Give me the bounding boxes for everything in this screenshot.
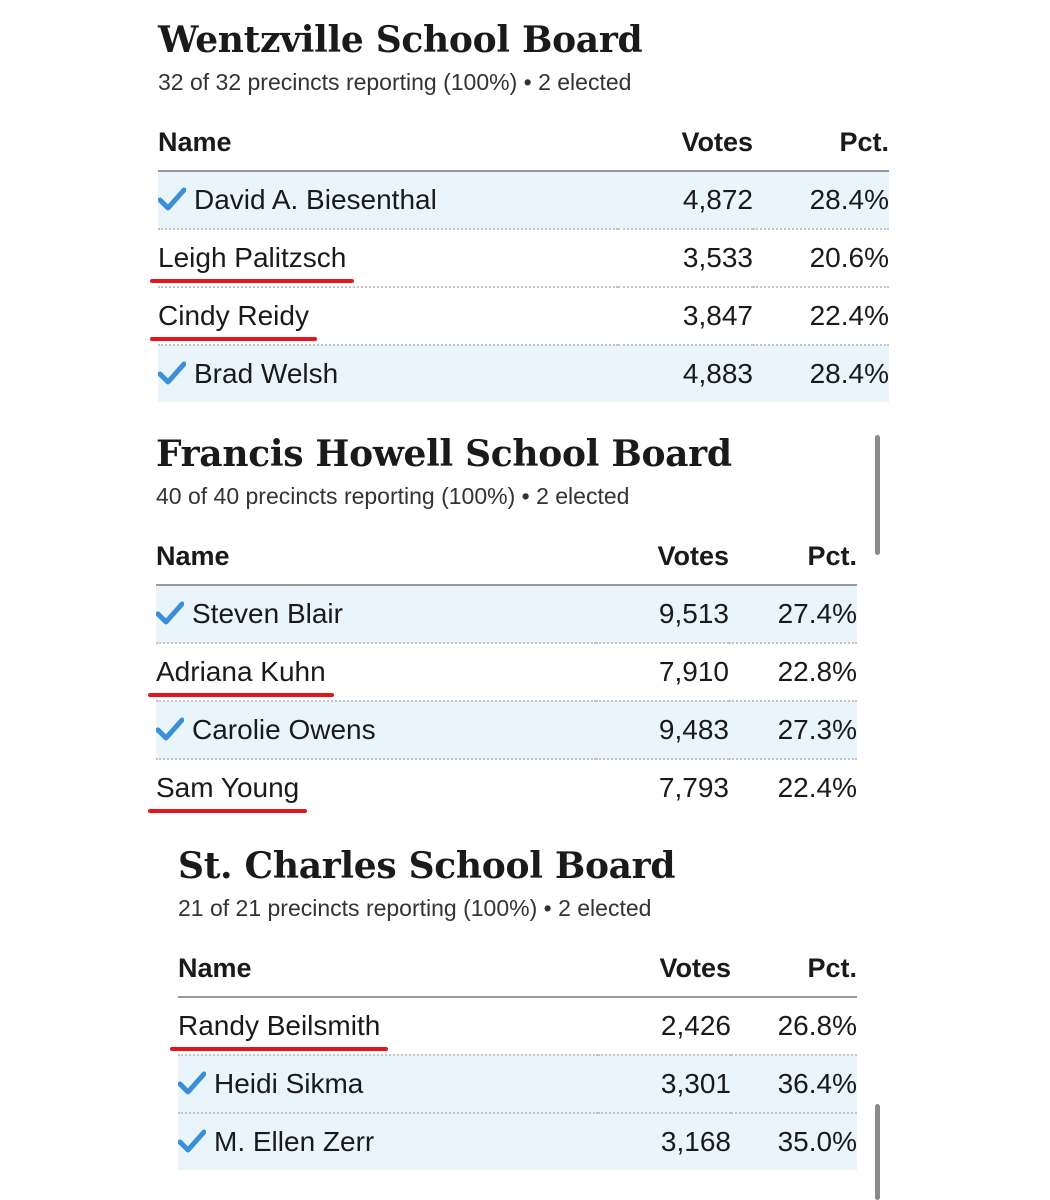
table-row bbox=[158, 287, 889, 345]
candidate-name-cell bbox=[178, 1113, 598, 1170]
scrollbar-thumb[interactable] bbox=[875, 1104, 880, 1200]
race-meta: 21 of 21 precincts reporting (100%) • 2 elected bbox=[178, 895, 652, 921]
column-header-pct[interactable]: Pct. bbox=[731, 940, 857, 997]
table-row bbox=[158, 171, 889, 229]
candidate-votes: 3,301 bbox=[598, 1055, 731, 1113]
candidate-name-cell bbox=[156, 759, 596, 816]
candidate-pct: 27.3% bbox=[729, 701, 857, 759]
candidate-pct: 35.0% bbox=[731, 1113, 857, 1170]
race-meta: 40 of 40 precincts reporting (100%) • 2 elected bbox=[156, 483, 630, 509]
candidate-name: Brad Welsh bbox=[194, 358, 339, 389]
table-header bbox=[158, 114, 889, 171]
column-header-name[interactable]: Name bbox=[178, 940, 598, 997]
table-row bbox=[156, 701, 857, 759]
candidate-votes: 9,483 bbox=[596, 701, 729, 759]
candidate-pct: 28.4% bbox=[753, 171, 889, 229]
candidate-pct: 28.4% bbox=[753, 345, 889, 402]
table-row bbox=[178, 1113, 857, 1170]
candidate-name: David A. Biesenthal bbox=[194, 184, 437, 215]
results-table bbox=[178, 940, 857, 1170]
race-meta: 32 of 32 precincts reporting (100%) • 2 elected bbox=[158, 69, 632, 95]
candidate-name-cell bbox=[178, 997, 598, 1055]
checkmark-icon bbox=[156, 716, 184, 740]
candidate-name-cell bbox=[158, 345, 618, 402]
race-wentzville bbox=[158, 20, 889, 402]
race-francis-howell bbox=[156, 434, 857, 816]
checkmark-icon bbox=[156, 600, 184, 624]
candidate-rows bbox=[156, 585, 857, 816]
candidate-votes: 3,168 bbox=[598, 1113, 731, 1170]
table-row bbox=[178, 1055, 857, 1113]
candidate-name-cell bbox=[178, 1055, 598, 1113]
candidate-name-cell bbox=[158, 287, 618, 345]
column-header-votes[interactable]: Votes bbox=[618, 114, 753, 171]
scrollbar-thumb[interactable] bbox=[875, 435, 880, 555]
candidate-pct: 26.8% bbox=[731, 997, 857, 1055]
race-title: Francis Howell School Board bbox=[156, 433, 732, 475]
candidate-votes: 3,533 bbox=[618, 229, 753, 287]
candidate-pct: 22.8% bbox=[729, 643, 857, 701]
table-header bbox=[178, 940, 857, 997]
candidate-votes: 7,793 bbox=[658, 772, 729, 803]
candidate-name: Steven Blair bbox=[192, 598, 343, 629]
results-table bbox=[158, 114, 889, 402]
candidate-name: M. Ellen Zerr bbox=[214, 1126, 375, 1157]
race-st-charles bbox=[178, 846, 857, 1170]
candidate-pct: 27.4% bbox=[729, 585, 857, 643]
table-row bbox=[156, 643, 857, 701]
table-header bbox=[156, 528, 857, 585]
candidate-name: Cindy Reidy bbox=[158, 300, 309, 331]
table-row bbox=[178, 997, 857, 1055]
candidate-name-cell bbox=[158, 171, 618, 229]
candidate-votes: 7,910 bbox=[596, 643, 729, 701]
candidate-name: Carolie Owens bbox=[192, 714, 376, 745]
candidate-name-cell bbox=[158, 229, 618, 287]
checkmark-icon bbox=[158, 186, 186, 210]
candidate-pct: 22.4% bbox=[777, 772, 857, 803]
candidate-votes: 4,872 bbox=[618, 171, 753, 229]
candidate-votes: 9,513 bbox=[596, 585, 729, 643]
race-title: Wentzville School Board bbox=[158, 19, 643, 61]
candidate-votes: 3,847 bbox=[618, 287, 753, 345]
results-table bbox=[156, 528, 857, 816]
checkmark-icon bbox=[178, 1128, 206, 1152]
candidate-votes: 2,426 bbox=[598, 997, 731, 1055]
column-header-votes[interactable]: Votes bbox=[598, 940, 731, 997]
column-header-name[interactable]: Name bbox=[156, 528, 596, 585]
candidate-name: Adriana Kuhn bbox=[156, 656, 326, 687]
race-title: St. Charles School Board bbox=[178, 845, 676, 887]
table-row bbox=[156, 759, 857, 816]
table-row bbox=[158, 229, 889, 287]
candidate-pct: 22.4% bbox=[753, 287, 889, 345]
candidate-pct: 36.4% bbox=[731, 1055, 857, 1113]
checkmark-icon bbox=[158, 360, 186, 384]
column-header-votes[interactable]: Votes bbox=[596, 528, 729, 585]
candidate-name: Leigh Palitzsch bbox=[158, 242, 347, 273]
column-header-pct[interactable]: Pct. bbox=[753, 114, 889, 171]
candidate-rows bbox=[158, 171, 889, 402]
candidate-pct: 20.6% bbox=[753, 229, 889, 287]
candidate-rows bbox=[178, 997, 857, 1170]
candidate-votes: 4,883 bbox=[618, 345, 753, 402]
candidate-name-cell bbox=[156, 643, 596, 701]
candidate-name: Randy Beilsmith bbox=[178, 1010, 381, 1041]
column-header-name[interactable]: Name bbox=[158, 114, 618, 171]
column-header-pct[interactable]: Pct. bbox=[729, 528, 857, 585]
candidate-name: Heidi Sikma bbox=[214, 1068, 364, 1099]
candidate-name: Sam Young bbox=[156, 772, 300, 803]
checkmark-icon bbox=[178, 1070, 206, 1094]
table-row bbox=[158, 345, 889, 402]
table-row bbox=[156, 585, 857, 643]
candidate-name-cell bbox=[156, 701, 596, 759]
candidate-name-cell bbox=[156, 585, 596, 643]
